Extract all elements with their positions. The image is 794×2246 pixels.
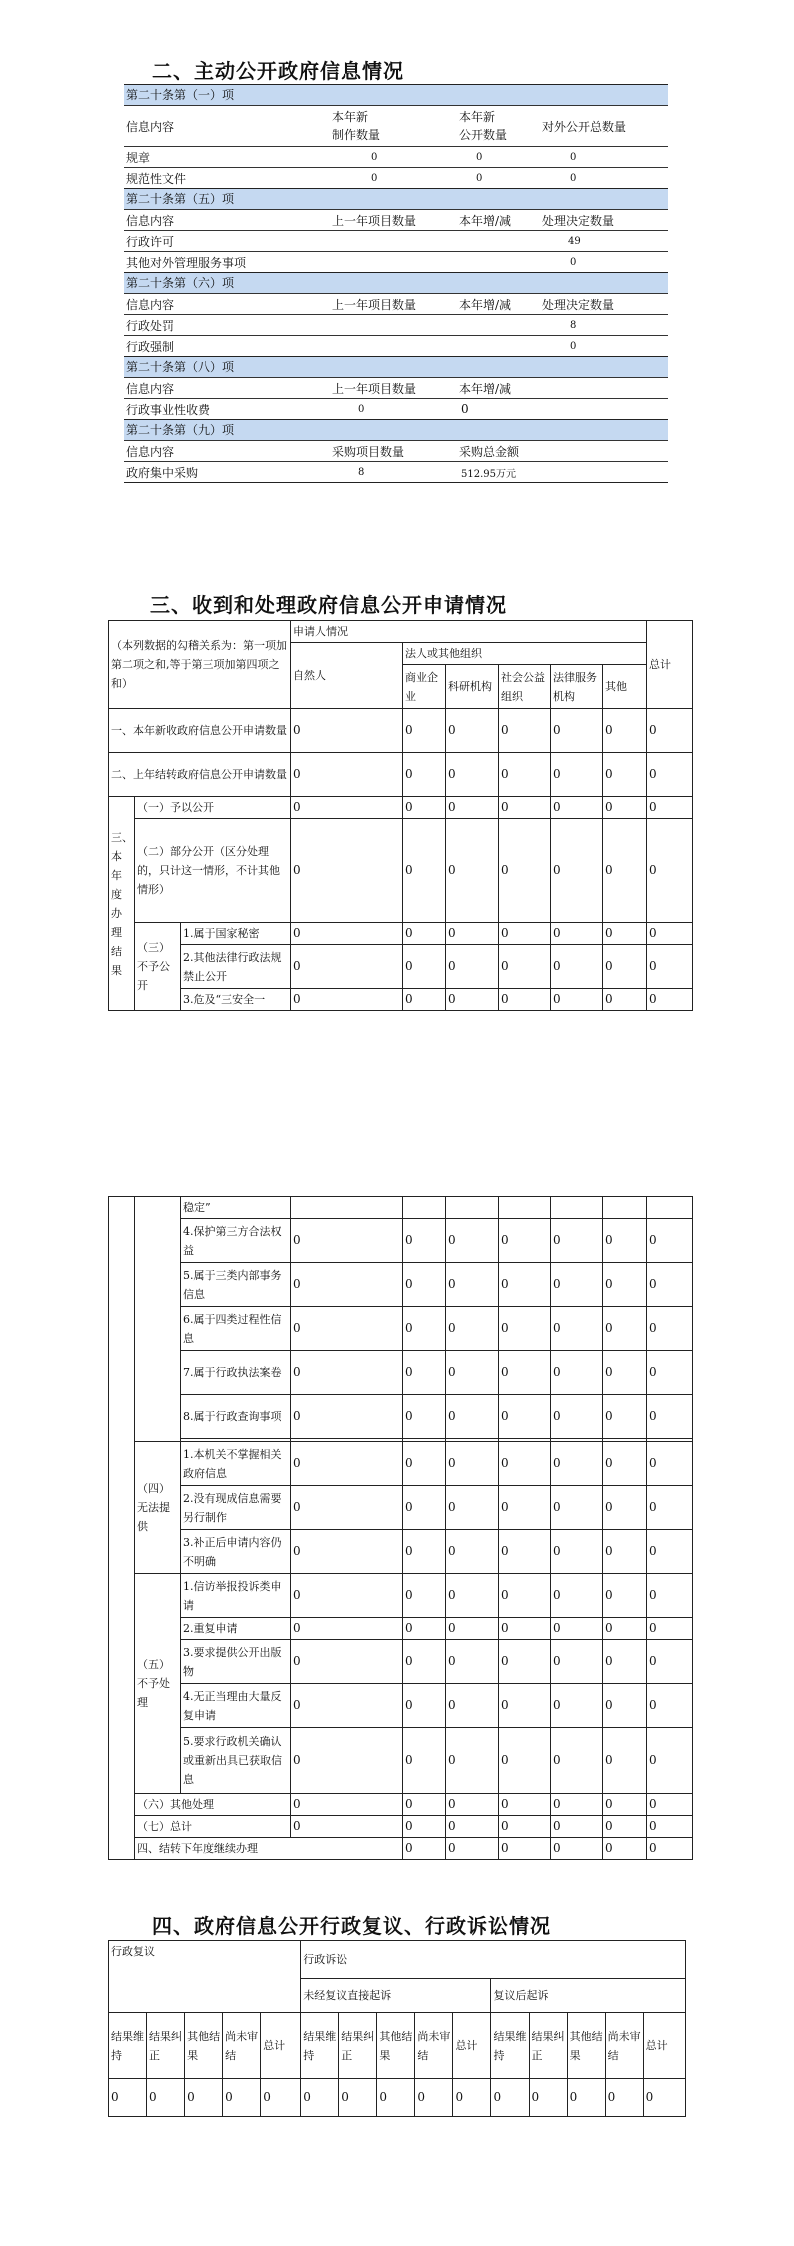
article-20-5-band: 第二十条第（五）项 <box>124 188 668 209</box>
table-cell: 0 <box>603 1263 647 1307</box>
table-cell: 0 <box>647 1684 693 1728</box>
table-cell: 0 <box>603 1307 647 1351</box>
table-cell: （二）部分公开（区分处理的，只计这一情形，不计其他情形） <box>135 819 291 923</box>
table-cell: 0 <box>403 1486 446 1530</box>
table-cell: 0 <box>291 1486 403 1530</box>
table-cell: 0 <box>446 945 499 989</box>
table-cell: 二、上年结转政府信息公开申请数量 <box>109 753 291 797</box>
col-research: 科研机构 <box>446 665 499 709</box>
table-cell: 0 <box>453 2079 491 2117</box>
table-row <box>109 1728 693 1794</box>
table-cell: 结果维持 <box>491 2013 529 2079</box>
table-cell <box>446 1197 499 1219</box>
table-cell: 0 <box>403 1442 446 1486</box>
table-cell: 结果维持 <box>109 2013 147 2079</box>
table-cell: 4.无正当理由大量反复申请 <box>181 1684 291 1728</box>
header-row: 信息内容 上一年项目数量 本年增/减 处理决定数量 <box>124 209 668 230</box>
table-cell: 0 <box>551 1794 603 1816</box>
direct-suit-header: 未经复议直接起诉 <box>301 1979 491 2013</box>
table-cell <box>109 1197 135 1860</box>
table-cell: 0 <box>403 1684 446 1728</box>
table-cell: 0 <box>551 753 603 797</box>
table-cell: 0 <box>603 1574 647 1618</box>
table-cell: 0 <box>403 1640 446 1684</box>
table-cell: 0 <box>647 1574 693 1618</box>
table-cell: 0 <box>403 1618 446 1640</box>
table-cell: 四、结转下年度继续办理 <box>135 1838 403 1860</box>
table-cell: 0 <box>291 819 403 923</box>
table-cell: 2.其他法律行政法规禁止公开 <box>181 945 291 989</box>
table-cell: 0 <box>647 1794 693 1816</box>
table-row: 行政处罚 8 <box>124 314 668 335</box>
table-cell: 0 <box>403 819 446 923</box>
table-row <box>109 819 693 923</box>
header-total-public: 对外公开总数量 <box>542 119 627 134</box>
col-legal-service: 法律服务机构 <box>551 665 603 709</box>
table-cell: 0 <box>551 1442 603 1486</box>
table-cell: 0 <box>446 1530 499 1574</box>
table-cell: 0 <box>603 1728 647 1794</box>
table-cell: 0 <box>291 1728 403 1794</box>
table-cell: 0 <box>603 1684 647 1728</box>
table-cell: 0 <box>603 1395 647 1439</box>
table-cell: 结果纠正 <box>529 2013 567 2079</box>
table-cell: 0 <box>551 1574 603 1618</box>
table-cell: 0 <box>647 1640 693 1684</box>
table-cell: 0 <box>551 989 603 1011</box>
table-cell: 1.属于国家秘密 <box>181 923 291 945</box>
table-cell: 0 <box>603 1351 647 1395</box>
table-cell <box>603 1197 647 1219</box>
table-cell: 0 <box>446 709 499 753</box>
table-cell: 3.补正后申请内容仍不明确 <box>181 1530 291 1574</box>
table-cell: 0 <box>403 1530 446 1574</box>
table-cell: 0 <box>291 1640 403 1684</box>
legal-org-header: 法人或其他组织 <box>403 643 647 665</box>
table-cell: 0 <box>647 989 693 1011</box>
table-cell: 0 <box>403 1351 446 1395</box>
table-cell: 0 <box>603 1640 647 1684</box>
r3-label: （三）不予公开 <box>135 923 181 1011</box>
r5-label: （五）不予处理 <box>135 1574 181 1794</box>
table-cell: 0 <box>603 819 647 923</box>
table-cell: 一、本年新收政府信息公开申请数量 <box>109 709 291 753</box>
table-cell: 0 <box>647 797 693 819</box>
table-cell: 0 <box>403 1794 446 1816</box>
table-row <box>109 1263 693 1307</box>
table-row: 行政事业性收费 0 0 <box>124 398 668 419</box>
table-cell: 0 <box>551 819 603 923</box>
table-cell: 0 <box>605 2079 643 2117</box>
table-cell: 0 <box>403 709 446 753</box>
table-cell: 0 <box>499 753 551 797</box>
table-cell <box>551 1197 603 1219</box>
table-cell: 0 <box>499 1728 551 1794</box>
table-row <box>109 2079 686 2117</box>
table-cell: 0 <box>499 1574 551 1618</box>
table-cell: 0 <box>291 1351 403 1395</box>
table-cell: 0 <box>403 797 446 819</box>
table-cell: 0 <box>647 819 693 923</box>
table-row: 行政许可 49 <box>124 230 668 251</box>
table-cell: 0 <box>291 1574 403 1618</box>
table-cell: 0 <box>499 1640 551 1684</box>
table-cell: 0 <box>499 1395 551 1439</box>
table-cell: 0 <box>603 797 647 819</box>
table-cell: 0 <box>446 1486 499 1530</box>
table-cell: 0 <box>551 1838 603 1860</box>
article-20-1-band: 第二十条第（一）项 <box>124 84 668 105</box>
table-cell: （七）总计 <box>135 1816 291 1838</box>
table-cell: 0 <box>446 1395 499 1439</box>
table-row <box>109 1816 693 1838</box>
table-cell: 0 <box>291 1530 403 1574</box>
table-cell: 0 <box>603 1442 647 1486</box>
table-cell: 0 <box>446 989 499 1011</box>
table-cell: 0 <box>446 1219 499 1263</box>
table-cell: 0 <box>291 1618 403 1640</box>
table-cell: 结果纠正 <box>147 2013 185 2079</box>
table-cell: 0 <box>403 989 446 1011</box>
table-cell: 0 <box>499 1530 551 1574</box>
applicant-header: 申请人情况 <box>291 621 647 643</box>
table-cell: 0 <box>551 1618 603 1640</box>
table-cell <box>499 1197 551 1219</box>
table-cell: 3.要求提供公开出版物 <box>181 1640 291 1684</box>
article-20-8-band: 第二十条第（八）项 <box>124 356 668 377</box>
table-row <box>109 1574 693 1618</box>
table-cell: 0 <box>499 989 551 1011</box>
table-cell: 0 <box>403 1395 446 1439</box>
table-cell <box>403 1197 446 1219</box>
table-cell: 0 <box>446 1351 499 1395</box>
table-cell: 0 <box>403 1728 446 1794</box>
table-cell: 0 <box>647 1395 693 1439</box>
header-new-public: 本年新 公开数量 <box>459 110 508 142</box>
table-cell: 0 <box>223 2079 261 2117</box>
table-cell: 0 <box>261 2079 301 2117</box>
table-cell: 0 <box>499 797 551 819</box>
table-cell: 7.属于行政执法案卷 <box>181 1351 291 1395</box>
application-table-part2 <box>108 1196 693 1860</box>
table-row <box>109 797 693 819</box>
header-row: 信息内容 上一年项目数量 本年增/减 处理决定数量 <box>124 293 668 314</box>
table-row <box>109 1442 693 1486</box>
r4-label: （四）无法提供 <box>135 1442 181 1574</box>
table-row <box>109 1684 693 1728</box>
table-cell: 总计 <box>643 2013 685 2079</box>
note-cell: （本列数据的勾稽关系为：第一项加第二项之和,等于第三项加第四项之和） <box>109 621 291 709</box>
table-cell: 0 <box>551 1684 603 1728</box>
table-row: 其他对外管理服务事项 0 <box>124 251 668 272</box>
article-20-6-band: 第二十条第（六）项 <box>124 272 668 293</box>
table-row: 行政强制 0 <box>124 335 668 356</box>
table-row: 政府集中采购 8 512.95万元 <box>124 461 668 483</box>
table-cell: 0 <box>647 945 693 989</box>
table-row <box>109 753 693 797</box>
table-cell: 0 <box>499 819 551 923</box>
table-cell: 0 <box>291 1816 403 1838</box>
table-cell: 0 <box>377 2079 415 2117</box>
table-cell: 0 <box>603 1838 647 1860</box>
table-cell: 0 <box>647 1618 693 1640</box>
table-row <box>109 1219 693 1263</box>
section2-heading: 二、主动公开政府信息情况 <box>152 59 404 83</box>
table-cell: 0 <box>291 1794 403 1816</box>
table-cell: 稳定” <box>181 1197 291 1219</box>
table-cell: 0 <box>647 1486 693 1530</box>
table-cell: 0 <box>551 1395 603 1439</box>
table-cell: 0 <box>603 1486 647 1530</box>
table-row <box>109 1307 693 1351</box>
table-cell: 0 <box>603 989 647 1011</box>
header-row <box>124 105 668 146</box>
table-cell: 0 <box>647 1307 693 1351</box>
table-row <box>109 1618 693 1640</box>
table-cell: 0 <box>551 1816 603 1838</box>
table-cell: 0 <box>647 1530 693 1574</box>
table-cell: 0 <box>291 1263 403 1307</box>
table-cell: 0 <box>499 709 551 753</box>
table-cell: 0 <box>403 945 446 989</box>
table-cell: 尚未审结 <box>605 2013 643 2079</box>
table-cell: 0 <box>446 1263 499 1307</box>
table-cell: 0 <box>499 1219 551 1263</box>
review-litigation-table <box>108 1940 686 2117</box>
header-row: 信息内容 采购项目数量 采购总金额 <box>124 440 668 461</box>
table-cell: 0 <box>647 1219 693 1263</box>
table-cell: 0 <box>446 1618 499 1640</box>
table-cell: 0 <box>403 753 446 797</box>
table-cell: 1.本机关不掌握相关政府信息 <box>181 1442 291 1486</box>
table-cell: 0 <box>551 1728 603 1794</box>
table-cell: 0 <box>551 1219 603 1263</box>
table-cell: 0 <box>499 1263 551 1307</box>
table-cell: 6.属于四类过程性信息 <box>181 1307 291 1351</box>
table-cell: 0 <box>446 753 499 797</box>
table-cell: 0 <box>551 1530 603 1574</box>
table-cell: 0 <box>647 1838 693 1860</box>
table-cell: 0 <box>446 797 499 819</box>
header-content: 信息内容 <box>126 119 175 134</box>
table-cell: 0 <box>603 923 647 945</box>
table-cell: 0 <box>551 1307 603 1351</box>
review-header: 行政复议 <box>109 1941 301 2013</box>
table-cell: 0 <box>446 1684 499 1728</box>
table-cell: 0 <box>291 797 403 819</box>
table-row <box>109 1197 693 1219</box>
table-cell: 0 <box>446 819 499 923</box>
table-cell: 0 <box>291 753 403 797</box>
table-cell: 0 <box>647 923 693 945</box>
table-cell: （一）予以公开 <box>135 797 291 819</box>
table-cell: 0 <box>446 923 499 945</box>
table-cell: 0 <box>499 923 551 945</box>
table-cell: 0 <box>499 1684 551 1728</box>
header-row: 信息内容 上一年项目数量 本年增/减 <box>124 377 668 398</box>
table-cell: 0 <box>551 709 603 753</box>
table-cell: 0 <box>603 1816 647 1838</box>
table-cell: 4.保护第三方合法权益 <box>181 1219 291 1263</box>
table-cell: 0 <box>301 2079 339 2117</box>
table-cell: 0 <box>647 1263 693 1307</box>
table-cell: 0 <box>446 1838 499 1860</box>
table-row <box>109 1838 693 1860</box>
table-cell: 0 <box>291 923 403 945</box>
table-cell: 0 <box>339 2079 377 2117</box>
table-cell <box>647 1197 693 1219</box>
natural-person-header: 自然人 <box>291 643 403 709</box>
table-cell: 0 <box>551 923 603 945</box>
table-cell: 0 <box>415 2079 453 2117</box>
section3-heading: 三、收到和处理政府信息公开申请情况 <box>150 593 507 617</box>
table-cell: 0 <box>643 2079 685 2117</box>
table-cell: 0 <box>446 1442 499 1486</box>
table-cell: 3.危及“三安全一 <box>181 989 291 1011</box>
table-cell: 2.重复申请 <box>181 1618 291 1640</box>
article-20-9-band: 第二十条第（九）项 <box>124 419 668 440</box>
proactive-disclosure-table <box>124 84 668 483</box>
application-table-part1 <box>108 620 693 1011</box>
table-cell: 0 <box>403 1263 446 1307</box>
table-cell: 0 <box>499 1816 551 1838</box>
table-row <box>109 945 693 989</box>
table-cell: 0 <box>491 2079 529 2117</box>
table-cell: 0 <box>603 945 647 989</box>
litigation-header: 行政诉讼 <box>301 1941 686 1979</box>
table-cell: 0 <box>403 1219 446 1263</box>
table-cell: 1.信访举报投诉类申请 <box>181 1574 291 1618</box>
table-cell: 0 <box>551 1351 603 1395</box>
table-row: 规章 0 0 0 <box>124 146 668 167</box>
table-cell: 0 <box>647 1442 693 1486</box>
table-cell: 0 <box>403 1816 446 1838</box>
table-cell: 0 <box>551 945 603 989</box>
table-cell: 0 <box>403 923 446 945</box>
table-cell: 0 <box>551 1263 603 1307</box>
table-cell: 0 <box>499 1794 551 1816</box>
table-cell: 0 <box>499 1618 551 1640</box>
table-cell: 0 <box>403 1574 446 1618</box>
table-row: 规范性文件 0 0 0 <box>124 167 668 188</box>
result-group-label: 三、本年度办理结果 <box>109 797 135 1011</box>
table-cell: 尚未审结 <box>415 2013 453 2079</box>
table-cell: 0 <box>403 1838 446 1860</box>
table-cell: 0 <box>291 989 403 1011</box>
table-cell: 0 <box>109 2079 147 2117</box>
table-cell <box>135 1197 181 1442</box>
table-cell: 0 <box>499 1351 551 1395</box>
table-cell: 0 <box>403 1307 446 1351</box>
table-cell: 0 <box>446 1728 499 1794</box>
table-cell: 5.要求行政机关确认或重新出具已获取信息 <box>181 1728 291 1794</box>
table-row <box>109 1351 693 1395</box>
col-business: 商业企业 <box>403 665 446 709</box>
table-cell: 0 <box>567 2079 605 2117</box>
table-cell: 0 <box>647 1816 693 1838</box>
table-cell: 0 <box>446 1794 499 1816</box>
table-cell: 0 <box>291 1219 403 1263</box>
table-cell: 0 <box>551 1486 603 1530</box>
table-cell: 0 <box>499 1486 551 1530</box>
table-cell: 0 <box>446 1640 499 1684</box>
table-cell: 8.属于行政查询事项 <box>181 1395 291 1439</box>
col-social: 社会公益组织 <box>499 665 551 709</box>
table-cell: 0 <box>499 1307 551 1351</box>
table-cell: 0 <box>185 2079 223 2117</box>
table-cell: 0 <box>446 1816 499 1838</box>
table-row <box>109 1794 693 1816</box>
table-row <box>109 1530 693 1574</box>
table-cell: 其他结果 <box>377 2013 415 2079</box>
table-row <box>109 1640 693 1684</box>
table-cell: 0 <box>647 1728 693 1794</box>
table-cell: 0 <box>647 709 693 753</box>
table-cell: 0 <box>551 1640 603 1684</box>
table-cell: 总计 <box>453 2013 491 2079</box>
table-cell: 5.属于三类内部事务信息 <box>181 1263 291 1307</box>
table-row <box>109 1395 693 1439</box>
after-review-header: 复议后起诉 <box>491 1979 686 2013</box>
table-row <box>109 1486 693 1530</box>
table-cell: 0 <box>446 1574 499 1618</box>
table-cell: 0 <box>603 1219 647 1263</box>
table-cell: 0 <box>291 1395 403 1439</box>
table-cell: 其他结果 <box>567 2013 605 2079</box>
table-cell: 结果纠正 <box>339 2013 377 2079</box>
table-cell: 0 <box>647 753 693 797</box>
table-cell: 0 <box>147 2079 185 2117</box>
table-cell: 0 <box>291 1684 403 1728</box>
table-cell <box>291 1197 403 1219</box>
table-cell: 0 <box>603 753 647 797</box>
header-new-made: 本年新 制作数量 <box>332 110 381 142</box>
total-header: 总计 <box>647 621 693 709</box>
table-cell: 结果维持 <box>301 2013 339 2079</box>
table-row <box>109 989 693 1011</box>
table-row <box>109 923 693 945</box>
table-cell: 0 <box>551 797 603 819</box>
table-cell: 0 <box>499 1442 551 1486</box>
table-cell: 0 <box>603 1794 647 1816</box>
table-cell: 其他结果 <box>185 2013 223 2079</box>
table-cell: （六）其他处理 <box>135 1794 291 1816</box>
table-cell: 0 <box>499 945 551 989</box>
table-cell: 0 <box>499 1838 551 1860</box>
table-cell: 0 <box>529 2079 567 2117</box>
table-cell: 0 <box>603 709 647 753</box>
table-cell: 0 <box>291 945 403 989</box>
table-cell: 0 <box>603 1530 647 1574</box>
section4-heading: 四、政府信息公开行政复议、行政诉讼情况 <box>152 1914 551 1938</box>
table-cell: 0 <box>647 1351 693 1395</box>
col-other: 其他 <box>603 665 647 709</box>
table-cell: 0 <box>291 1307 403 1351</box>
table-cell: 总计 <box>261 2013 301 2079</box>
table-cell: 0 <box>446 1307 499 1351</box>
table-cell: 0 <box>603 1618 647 1640</box>
table-cell: 尚未审结 <box>223 2013 261 2079</box>
table-cell: 0 <box>291 1442 403 1486</box>
table-cell: 2.没有现成信息需要另行制作 <box>181 1486 291 1530</box>
table-row <box>109 709 693 753</box>
table-cell: 0 <box>291 709 403 753</box>
